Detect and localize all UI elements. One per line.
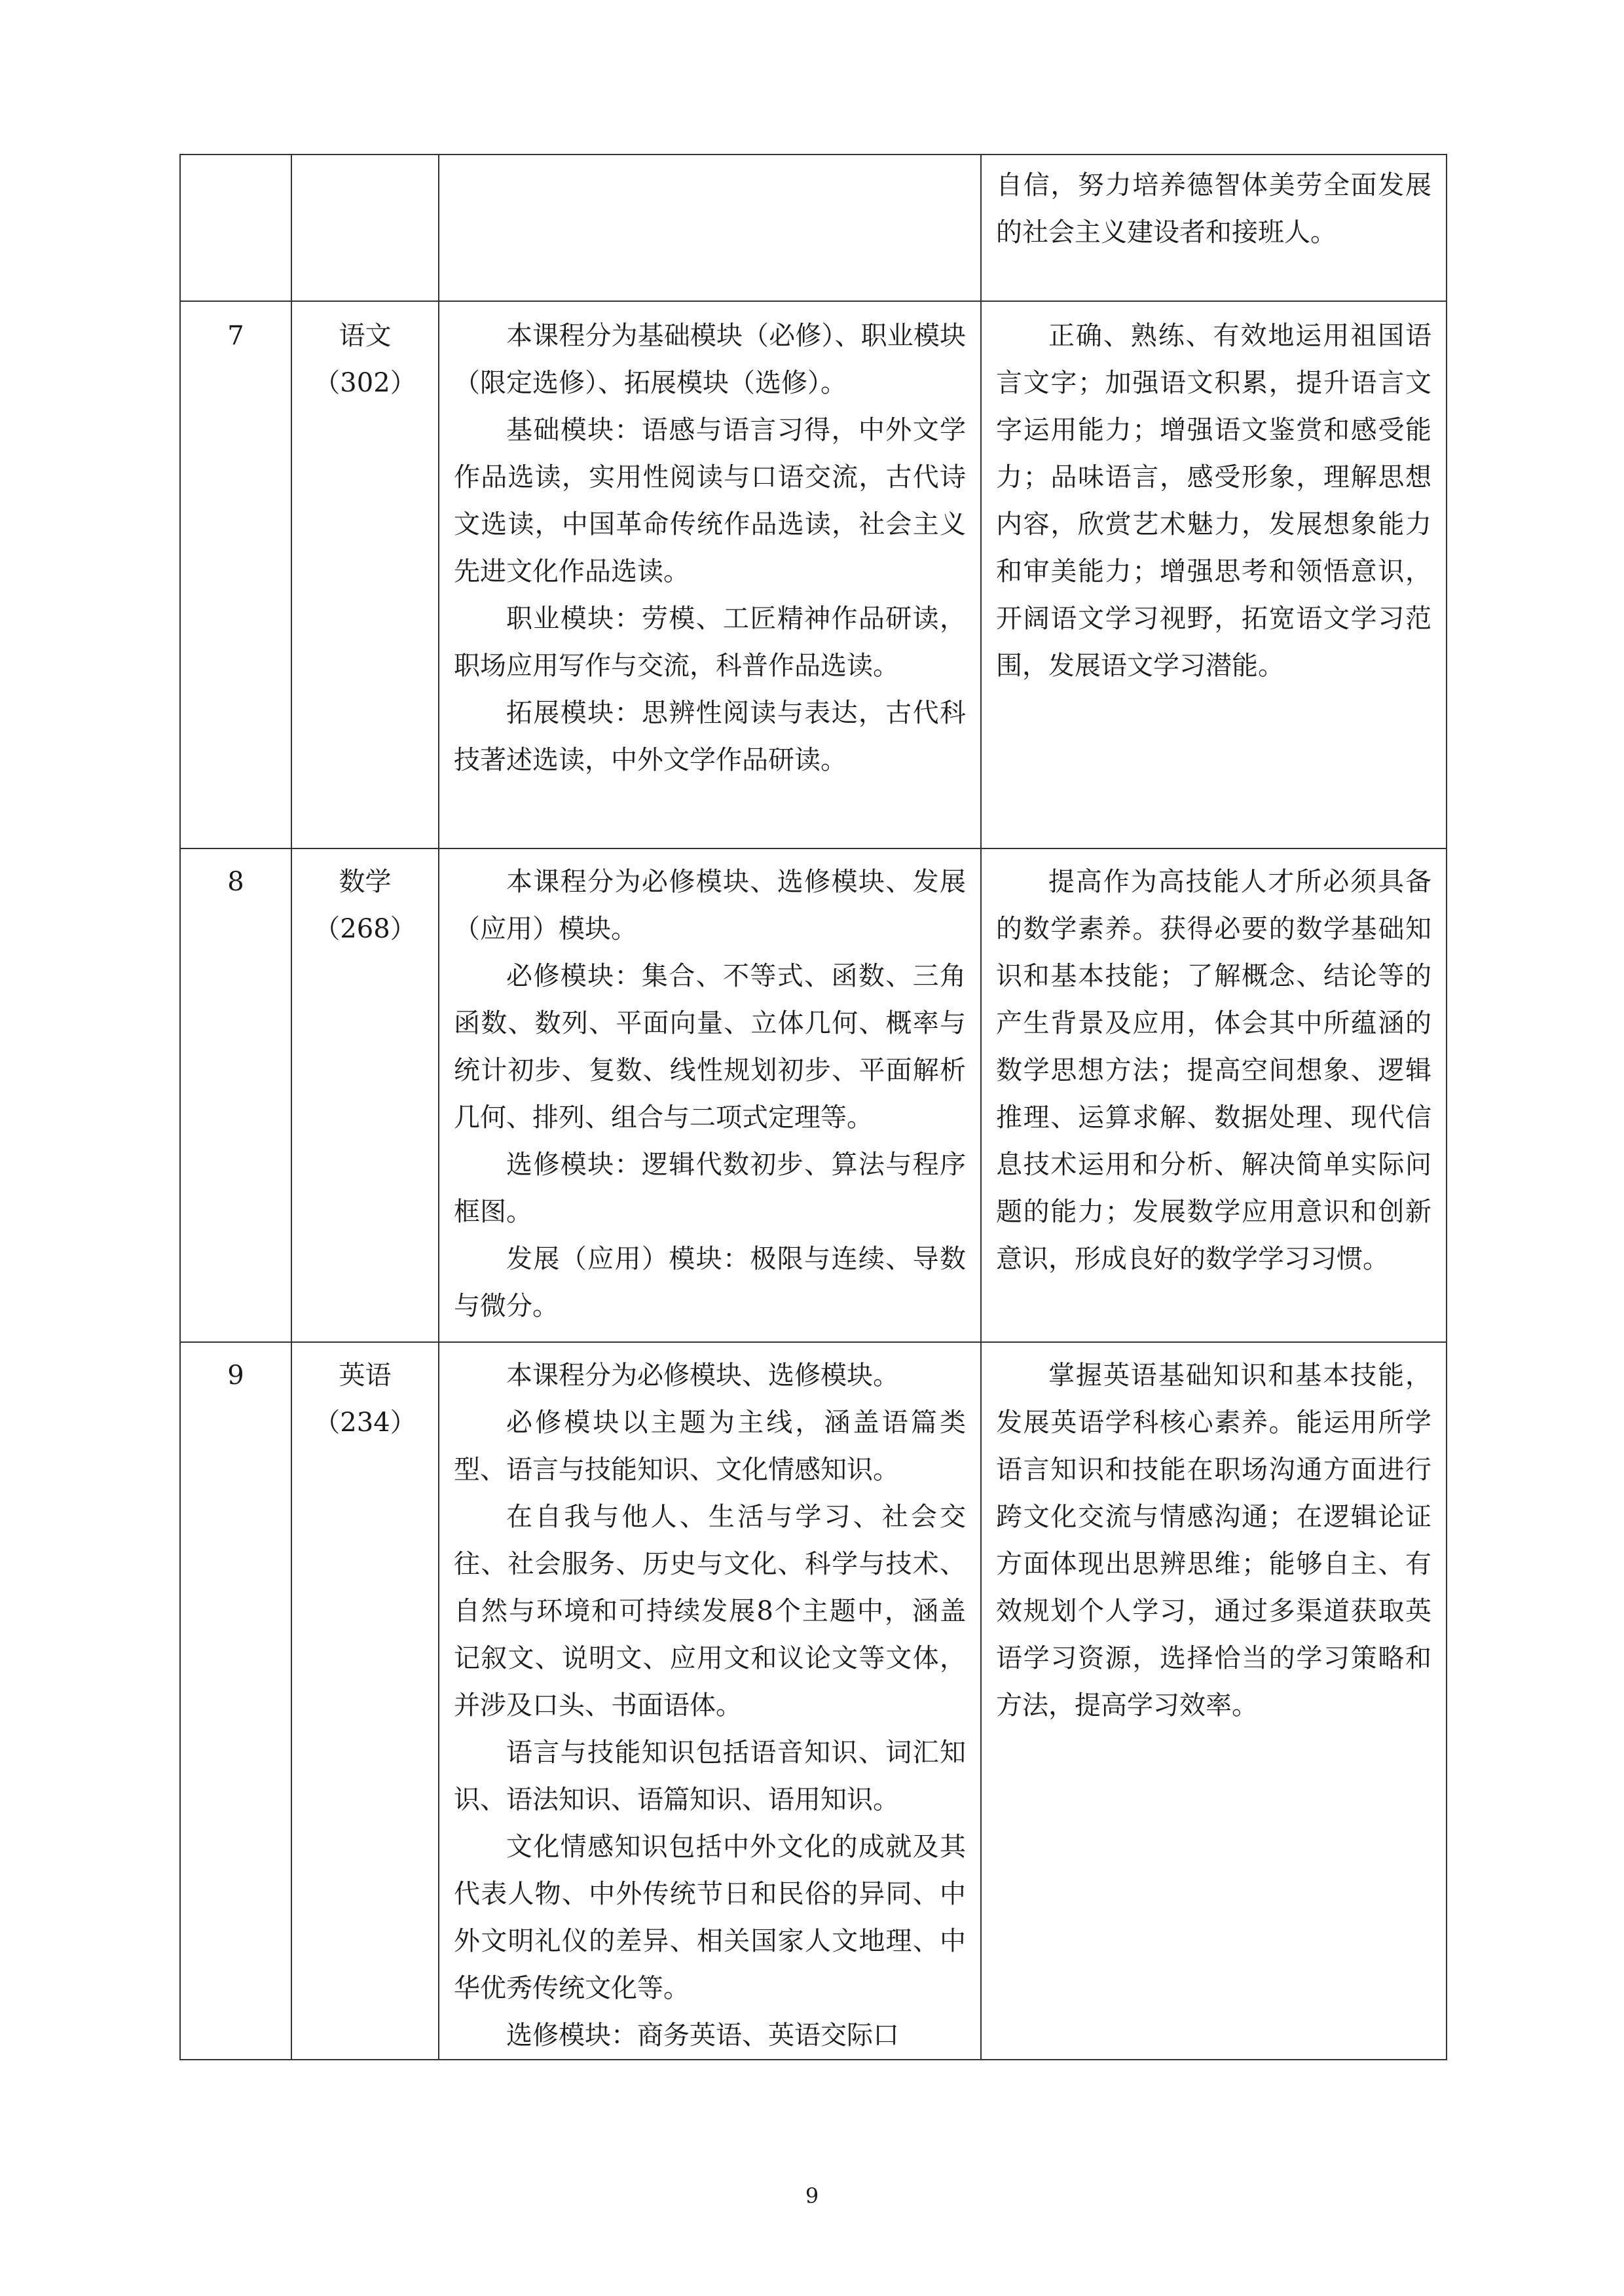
course-name: 数学 [339,867,392,897]
content-paragraph: 本课程分为必修模块、选修模块。 [506,1360,899,1391]
content-paragraph: 在自我与他人、生活与学习、社会交往、社会服务、历史与文化、科学与技术、自然与环境和可持续发展8个主题中，涵盖记叙文、说明文、应用文和议论文等文体，并涉及口头、书面语体。 [454,1502,966,1721]
course-name-cell [291,1342,439,2060]
content-paragraph: 本课程分为基础模块（必修）、职业模块（限定选修）、拓展模块（选修）。 [454,321,966,398]
course-content [439,301,981,848]
page-number: 9 [805,2183,819,2208]
content-paragraph: 选修模块：逻辑代数初步、算法与程序框图。 [454,1150,966,1227]
content-paragraph: 选修模块：商务英语、英语交际口 [506,2020,899,2050]
course-name-cell [291,155,439,301]
course-name: 语文 [339,321,392,351]
content-paragraph: 本课程分为必修模块、选修模块、发展（应用）模块。 [454,867,966,944]
content-paragraph: 基础模块：语感与语言习得，中外文学作品选读，实用性阅读与口语交流，古代诗文选读，中国革命传统作品选读，社会主义先进文化作品选读。 [454,415,966,587]
course-number [180,155,291,301]
course-number: 7 [180,301,291,848]
course-hours: （302） [314,368,416,398]
course-hours: （268） [314,914,416,944]
goal-paragraph: 提高作为高技能人才所必须具备的数学素养。获得必要的数学基础知识和基本技能；了解概念、结论等的产生背景及应用，体会其中所蕴涵的数学思想方法；提高空间想象、逻辑推理、运算求解、数据处理、现代信息技术运用和分析、解决简单实际问题的能力；发展数学应用意识和创新意识，形成良好的数学学习习惯。 [996,867,1431,1274]
goal-paragraph: 正确、熟练、有效地运用祖国语言文字；加强语文积累，提升语言文字运用能力；增强语文鉴赏和感受能力；品味语言，感受形象，理解思想内容，欣赏艺术魅力，发展想象能力和审美能力；增强思考和领悟意识，开阔语文学习视野，拓宽语文学习范围，发展语文学习潜能。 [996,321,1431,681]
course-content [439,848,981,1342]
course-name-cell [291,848,439,1342]
content-paragraph: 语言与技能知识包括语音知识、词汇知识、语法知识、语篇知识、语用知识。 [454,1738,966,1815]
course-goal [981,1342,1447,2060]
course-content [439,1342,981,2060]
table-row [180,848,1447,1342]
content-paragraph: 拓展模块：思辨性阅读与表达，古代科技著述选读，中外文学作品研读。 [454,698,966,775]
course-content [439,155,981,301]
curriculum-table [179,154,1447,2060]
course-hours: （234） [314,1408,416,1438]
table-body [180,155,1447,2060]
table-row [180,155,1447,301]
table-row [180,1342,1447,2060]
content-paragraph: 职业模块：劳模、工匠精神作品研读，职场应用写作与交流，科普作品选读。 [454,604,966,681]
content-paragraph: 必修模块以主题为主线，涵盖语篇类型、语言与技能知识、文化情感知识。 [454,1408,966,1485]
course-goal [981,155,1447,301]
course-goal [981,301,1447,848]
course-name: 英语 [339,1360,392,1391]
table-row [180,301,1447,848]
content-paragraph: 发展（应用）模块：极限与连续、导数与微分。 [454,1244,966,1321]
content-paragraph: 文化情感知识包括中外文化的成就及其代表人物、中外传统节日和民俗的异同、中外文明礼仪的差异、相关国家人文地理、中华优秀传统文化等。 [454,1832,966,2003]
content-paragraph: 必修模块：集合、不等式、函数、三角函数、数列、平面向量、立体几何、概率与统计初步、复数、线性规划初步、平面解析几何、排列、组合与二项式定理等。 [454,961,966,1133]
course-goal [981,848,1447,1342]
goal-paragraph: 掌握英语基础知识和基本技能，发展英语学科核心素养。能运用所学语言知识和技能在职场沟通方面进行跨文化交流与情感沟通；在逻辑论证方面体现出思辨思维；能够自主、有效规划个人学习，通过多渠道获取英语学习资源，选择恰当的学习策略和方法，提高学习效率。 [996,1360,1431,1721]
course-name-cell [291,301,439,848]
course-number: 8 [180,848,291,1342]
course-number: 9 [180,1342,291,2060]
goal-paragraph: 自信，努力培养德智体美劳全面发展的社会主义建设者和接班人。 [996,170,1431,247]
